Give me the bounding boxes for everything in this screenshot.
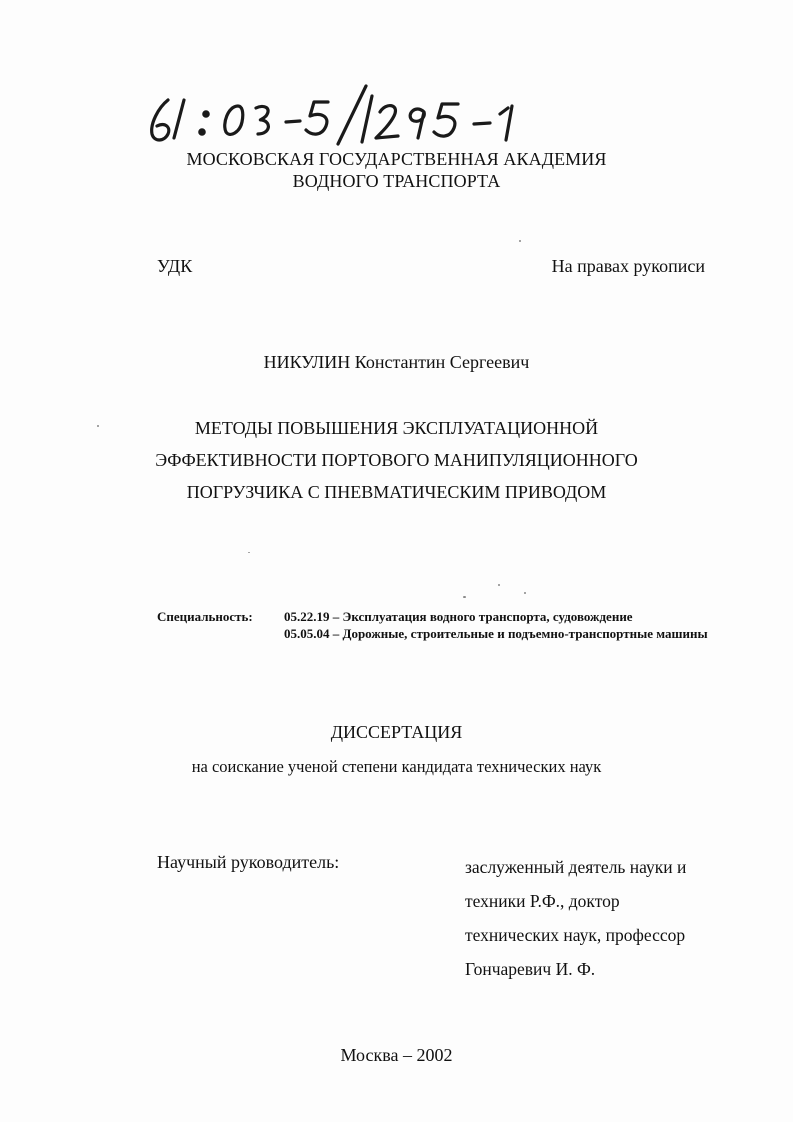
supervisor-line: техники Р.Ф., доктор xyxy=(465,891,620,911)
author-name: НИКУЛИН Константин Сергеевич xyxy=(263,352,530,372)
title-line1: МЕТОДЫ ПОВЫШЕНИЯ ЭКСПЛУАТАЦИОННОЙ xyxy=(194,418,599,438)
place-and-year: Москва – 2002 xyxy=(340,1045,453,1065)
academy-name xyxy=(0,148,793,192)
document-type: ДИССЕРТАЦИЯ xyxy=(330,722,463,742)
dissertation-title xyxy=(0,412,793,508)
scan-speck xyxy=(519,240,521,242)
title-line3: ПОГРУЗЧИКА С ПНЕВМАТИЧЕСКИМ ПРИВОДОМ xyxy=(186,482,607,502)
title-line2: ЭФФЕКТИВНОСТИ ПОРТОВОГО МАНИПУЛЯЦИОННОГО xyxy=(155,450,638,470)
supervisor-info xyxy=(465,850,725,986)
supervisor-line: заслуженный деятель науки и xyxy=(465,857,687,877)
scan-speck xyxy=(524,592,526,594)
specialty-item: 05.22.19 – Эксплуатация водного транспорта, судовождение xyxy=(284,609,633,624)
academy-name-line2: ВОДНОГО ТРАНСПОРТА xyxy=(292,171,501,191)
specialty-item: 05.05.04 – Дорожные, строительные и подъемно-транспортные машины xyxy=(284,626,708,641)
supervisor-line: технических наук, профессор xyxy=(465,925,686,945)
specialty-label: Специальность: xyxy=(157,609,253,624)
scan-speck xyxy=(463,596,466,598)
degree-purpose: на соискание ученой степени кандидата технических наук xyxy=(191,757,602,776)
udk-label: УДК xyxy=(157,256,193,276)
scan-speck xyxy=(97,425,99,427)
supervisor-line: Гончаревич И. Ф. xyxy=(465,959,596,979)
handwritten-catalog-number xyxy=(140,78,560,158)
academy-name-line1: МОСКОВСКАЯ ГОСУДАРСТВЕННАЯ АКАДЕМИЯ xyxy=(186,149,607,169)
manuscript-rights-note: На правах рукописи xyxy=(551,256,705,276)
scan-speck xyxy=(248,552,250,553)
scan-speck xyxy=(498,584,500,586)
supervisor-label: Научный руководитель: xyxy=(157,852,340,872)
